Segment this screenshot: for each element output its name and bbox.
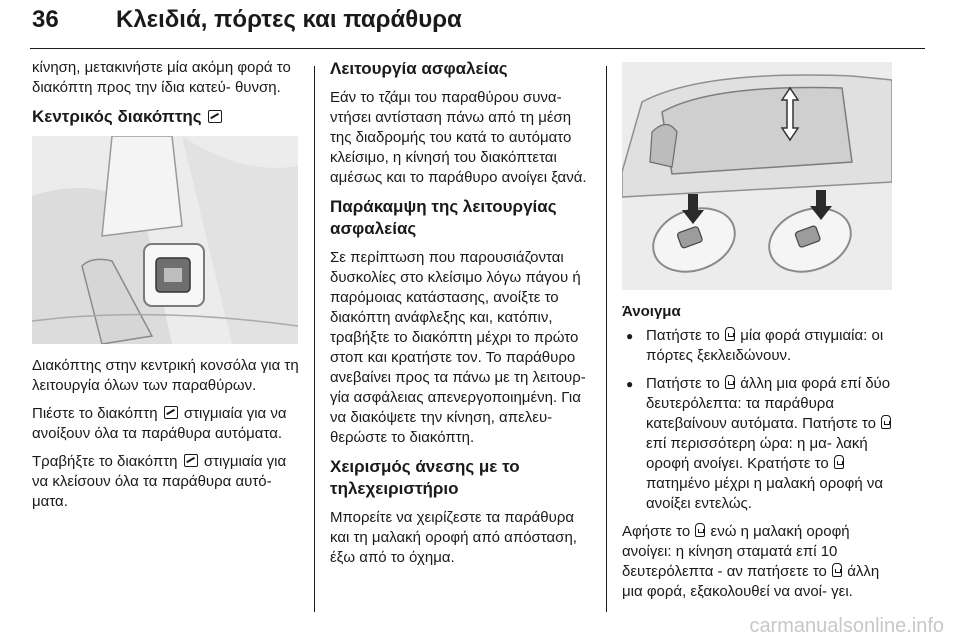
key-unlock-icon [725, 375, 735, 389]
column-2 [330, 58, 592, 576]
b1-start: Πατήστε το [646, 327, 720, 344]
list-item [622, 374, 894, 514]
paragraph-release [622, 522, 894, 602]
window-switch-icon [208, 110, 222, 123]
key-unlock-icon [834, 455, 844, 469]
page-title: Κλειδιά, πόρτες και παράθυρα [116, 6, 462, 33]
heading-safety-function: Λειτουργία ασφαλείας [330, 59, 508, 78]
p-part-c: άλλη μια φορά, εξακολουθεί να ανοί- γει. [622, 563, 880, 600]
list-item [622, 326, 894, 366]
p1-end: στιγμιαία για να ανοίξουν όλα τα παράθυρα αυτόματα. [32, 405, 287, 442]
window-switch-icon [184, 454, 198, 467]
opening-steps [622, 326, 894, 514]
window-switch-icon [164, 406, 178, 419]
p2-start: Τραβήξτε το διακόπτη [32, 453, 178, 470]
heading-opening: Άνοιγμα [622, 303, 681, 320]
key-unlock-icon [832, 563, 842, 577]
column-1 [32, 58, 300, 520]
intro-text: κίνηση, μετακινήστε μία ακόμη φορά το διακόπτη προς την ίδια κατεύ- θυνση. [32, 59, 291, 96]
console-switch-figure [32, 136, 298, 344]
p-part-b: ενώ η μαλακή οροφή ανοίγει: η κίνηση σταματά επί 10 δευτερόλεπτα - αν πατήσετε το [622, 523, 850, 580]
paragraph-safety: Εάν το τζάμι του παραθύρου συνα- ντήσει αντίσταση πάνω από τη μέση της διαδρομής του κατά το αυτόματο κλείσιμο, η κίνησή του διακόπτεται αμέσως και το παράθυρο ανοίγει ξανά. [330, 89, 587, 186]
remote-window-figure [622, 62, 892, 290]
section-heading-central-switch [32, 106, 300, 128]
key-unlock-icon [695, 523, 705, 537]
header-rule [30, 48, 925, 49]
paragraph-override: Σε περίπτωση που παρουσιάζονται δυσκολίες στο κλείσιμο λόγω πάγου ή παρόμοιας κατάστασης, ανοίξτε το διακόπτη ανάφλεξης και, κατόπιν, τραβήξτε το διακόπτη μέχρι το πρώτο στοπ και κρατήστε τον. Το παράθυρο ανεβαίνει προς τα πάνω με τη λειτουρ- γία ασφάλειας απενεργοποιημένη. Για να διακόψετε την κίνηση, απελευ- θερώστε το διακόπτη. [330, 249, 586, 446]
watermark: carmanualsonline.info [749, 615, 944, 637]
b1-end: μία φορά στιγμιαία: οι πόρτες ξεκλειδώνουν. [646, 327, 884, 364]
heading-remote-comfort: Χειρισμός άνεσης με το τηλεχειριστήριο [330, 457, 520, 498]
paragraph-open-all [32, 404, 300, 444]
heading-override: Παράκαμψη της λειτουργίας ασφαλείας [330, 197, 557, 238]
column-divider [606, 66, 607, 612]
figure-caption: Διακόπτης στην κεντρική κονσόλα για τη λειτουργία όλων των παραθύρων. [32, 357, 299, 394]
page-header [30, 0, 925, 50]
paragraph-close-all [32, 452, 300, 512]
paragraph-remote: Μπορείτε να χειρίζεστε τα παράθυρα και τη μαλακή οροφή από απόσταση, έξω από το όχημα. [330, 509, 577, 566]
p2-end: στιγμιαία για να κλείσουν όλα τα παράθυρα αυτό- ματα. [32, 453, 287, 510]
key-unlock-icon [725, 327, 735, 341]
column-3 [622, 58, 894, 610]
p1-start: Πιέστε το διακόπτη [32, 405, 158, 422]
heading-text: Κεντρικός διακόπτης [32, 107, 202, 126]
p-part-a: Αφήστε το [622, 523, 691, 540]
b2-part-a: Πατήστε το [646, 375, 720, 392]
b2-part-b: άλλη μια φορά επί δύο δευτερόλεπτα: τα παράθυρα κατεβαίνουν αυτόματα. Πατήστε το [646, 375, 891, 432]
page-number: 36 [32, 6, 59, 33]
b2-part-c: επί περισσότερη ώρα: η μα- λακή οροφή ανοίγει. Κρατήστε το [646, 435, 868, 472]
b2-part-d: πατημένο μέχρι η μαλακή οροφή να ανοίξει εντελώς. [646, 475, 884, 512]
column-divider [314, 66, 315, 612]
key-unlock-icon [881, 415, 891, 429]
